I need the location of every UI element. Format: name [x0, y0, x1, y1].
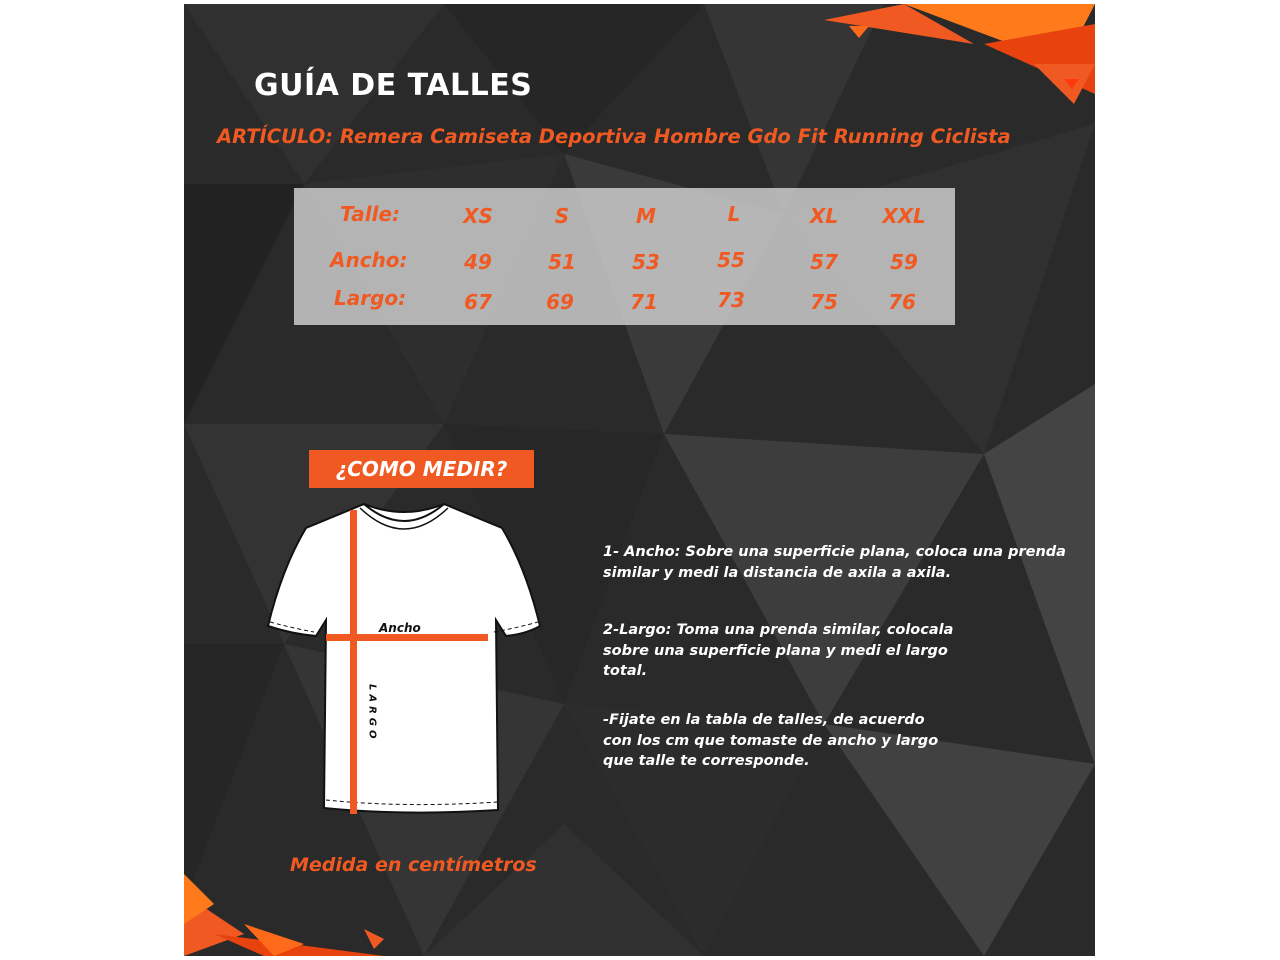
largo-cell: 76 [888, 290, 916, 314]
diagram-ancho-label: Ancho [379, 621, 421, 635]
size-cell: XS [463, 204, 493, 228]
instruction-step-1: 1- Ancho: Sobre una superficie plana, coloca una prenda similar y medi la distancia de axila a axila. [603, 544, 1066, 581]
tshirt-icon [268, 504, 540, 813]
size-guide-card [184, 4, 1095, 956]
ancho-cell: 51 [548, 250, 576, 274]
ancho-measure-line [326, 634, 488, 641]
units-footnote: Medida en centímetros [290, 854, 537, 876]
row-label-talle: Talle: [340, 202, 401, 226]
row-label-ancho: Ancho: [330, 248, 408, 272]
instruction-step-2: 2-Largo: Toma una prenda similar, colocala sobre una superficie plana y medi el largo total. [603, 622, 954, 679]
page-title: GUÍA DE TALLES [254, 68, 533, 103]
instruction-step-3: -Fijate en la tabla de talles, de acuerdo con los cm que tomaste de ancho y largo que talle te corresponde. [603, 712, 939, 769]
largo-cell: 71 [630, 290, 658, 314]
size-cell: L [727, 202, 741, 226]
size-cell: M [636, 204, 656, 228]
article-label: ARTÍCULO: [217, 125, 334, 148]
diagram-largo-label: LARGO [366, 684, 378, 743]
article-line [217, 125, 1011, 148]
size-cell: XXL [882, 204, 926, 228]
largo-cell: 67 [464, 290, 492, 314]
largo-cell: 73 [717, 288, 745, 312]
ancho-cell: 57 [810, 250, 838, 274]
ancho-cell: 49 [464, 250, 492, 274]
how-to-measure-badge: ¿COMO MEDIR? [309, 450, 534, 488]
largo-cell: 75 [810, 290, 838, 314]
tshirt-diagram [264, 498, 544, 818]
ancho-cell: 55 [717, 248, 745, 272]
size-table [294, 188, 955, 325]
largo-cell: 69 [546, 290, 574, 314]
size-cell: S [554, 204, 570, 228]
article-name: Remera Camiseta Deportiva Hombre Gdo Fit Running Ciclista [339, 125, 1011, 148]
row-label-largo: Largo: [334, 286, 407, 310]
largo-measure-line [350, 510, 357, 814]
ancho-cell: 59 [890, 250, 918, 274]
size-cell: XL [809, 204, 839, 228]
ancho-cell: 53 [632, 250, 660, 274]
